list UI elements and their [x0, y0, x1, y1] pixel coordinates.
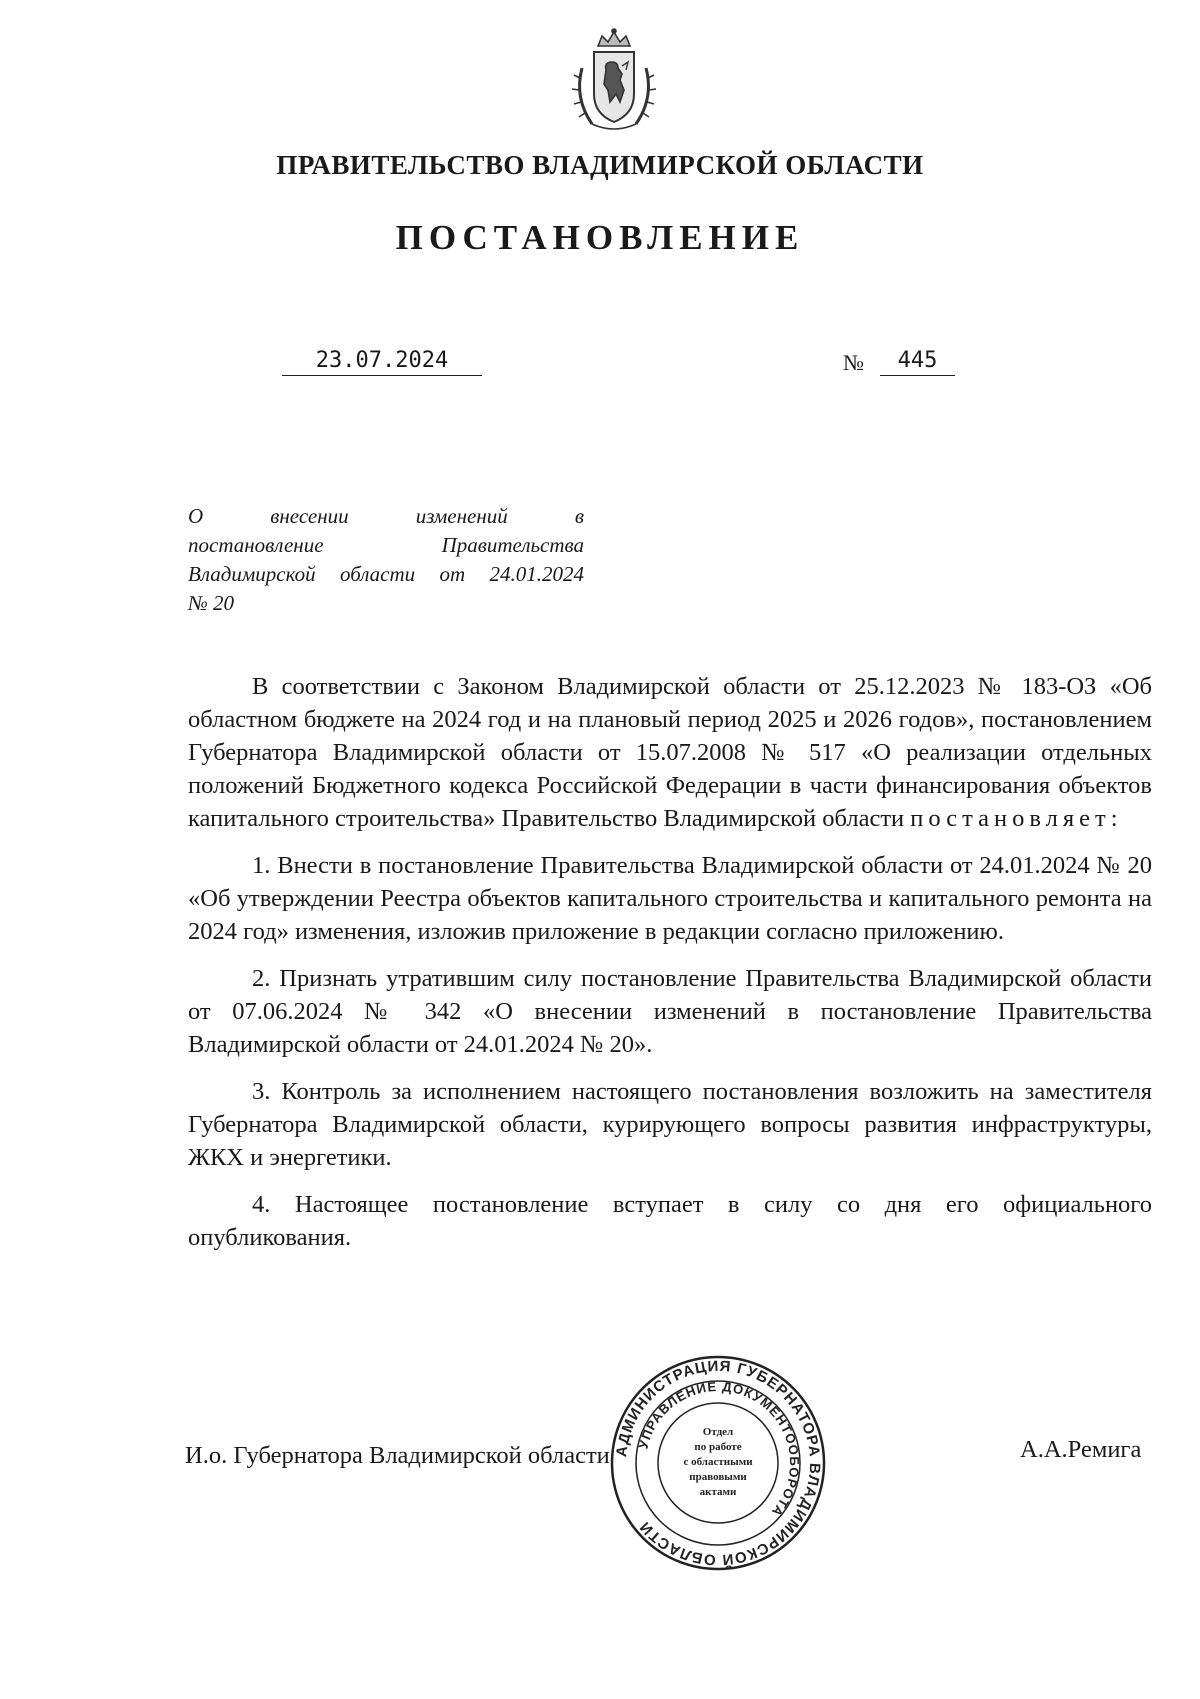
number-sign: № [843, 350, 864, 375]
preamble-paragraph [188, 670, 1152, 835]
government-title: ПРАВИТЕЛЬСТВО ВЛАДИМИРСКОЙ ОБЛАСТИ [276, 150, 924, 180]
subject-word: в [574, 504, 584, 528]
subject-line [188, 502, 584, 531]
subject-word: Владимирской [188, 562, 316, 586]
subject-word: от [439, 562, 466, 586]
subject-word: внесении [270, 504, 349, 528]
item-paragraph-1: 1. Внести в постановление Правительства Владимирской области от 24.01.2024 № 20 «Об утверждении Реестра объектов капитального строительства и капитального ремонта на 2024 год» изменения, изложив приложение в редакции согласно приложению. [188, 852, 1152, 945]
decree-word: постановляет: [910, 805, 1123, 832]
subject-word: № 20 [188, 591, 235, 615]
item-paragraph-4: 4. Настоящее постановление вступает в силу со дня его официального опубликования. [188, 1191, 1152, 1251]
document-body [188, 670, 1152, 1254]
coat-of-arms-emblem [568, 28, 660, 136]
subject-word: постановление [188, 533, 324, 557]
subject-line [188, 531, 584, 560]
subject-word: области [339, 562, 416, 586]
item-paragraph-3: 3. Контроль за исполнением настоящего постановления возложить на заместителя Губернатора Владимирской области, курирующего вопросы развития инфраструктуры, ЖКХ и энергетики. [188, 1078, 1152, 1171]
stamp-center-line: актами [699, 1486, 737, 1498]
document-subject [188, 502, 584, 618]
subject-line [188, 560, 584, 589]
stamp-inner-text: УПРАВЛЕНИЕ ДОКУМЕНТООБОРОТА [635, 1378, 803, 1520]
stamp-center-line: с областными [683, 1456, 753, 1468]
document-type-title: ПОСТАНОВЛЕНИЕ [395, 218, 805, 257]
stamp-center-line: по работе [694, 1441, 742, 1453]
stamp-outer-text: АДМИНИСТРАЦИЯ ГУБЕРНАТОРА ВЛАДИМИРСКОЙ ОБЛАСТИ [613, 1357, 824, 1569]
subject-word: 24.01.2024 [489, 562, 584, 586]
preamble-text: В соответствии с Законом Владимирской области от 25.12.2023 № 183-ОЗ «Об областном бюджете на 2024 год и на плановый период 2025 и 2026 годов», постановлением Губернатора Владимирской области от 15.07.2008 № 517 «О реализации отдельных положений Бюджетного кодекса Российской Федерации в части финансирования объектов капитального строительства» Правительство Владимирской области [188, 673, 1152, 832]
stamp-center-line: Отдел [702, 1426, 734, 1438]
document-date: 23.07.2024 [282, 348, 482, 376]
official-stamp [608, 1353, 828, 1573]
item-paragraph-2: 2. Признать утратившим силу постановление Правительства Владимирской области от 07.06.2024 № 342 «О внесении изменений в постановление Правительства Владимирской области от 24.01.2024 № 20». [188, 965, 1152, 1058]
document-number: 445 [880, 348, 955, 376]
subject-word: Правительства [441, 533, 584, 557]
signer-title: И.о. Губернатора Владимирской области [185, 1442, 610, 1469]
subject-word: О [188, 504, 204, 528]
signer-name: А.А.Ремига [1020, 1436, 1142, 1463]
subject-word: изменений [415, 504, 508, 528]
subject-line [188, 589, 584, 618]
stamp-center-line: правовыми [689, 1471, 747, 1483]
